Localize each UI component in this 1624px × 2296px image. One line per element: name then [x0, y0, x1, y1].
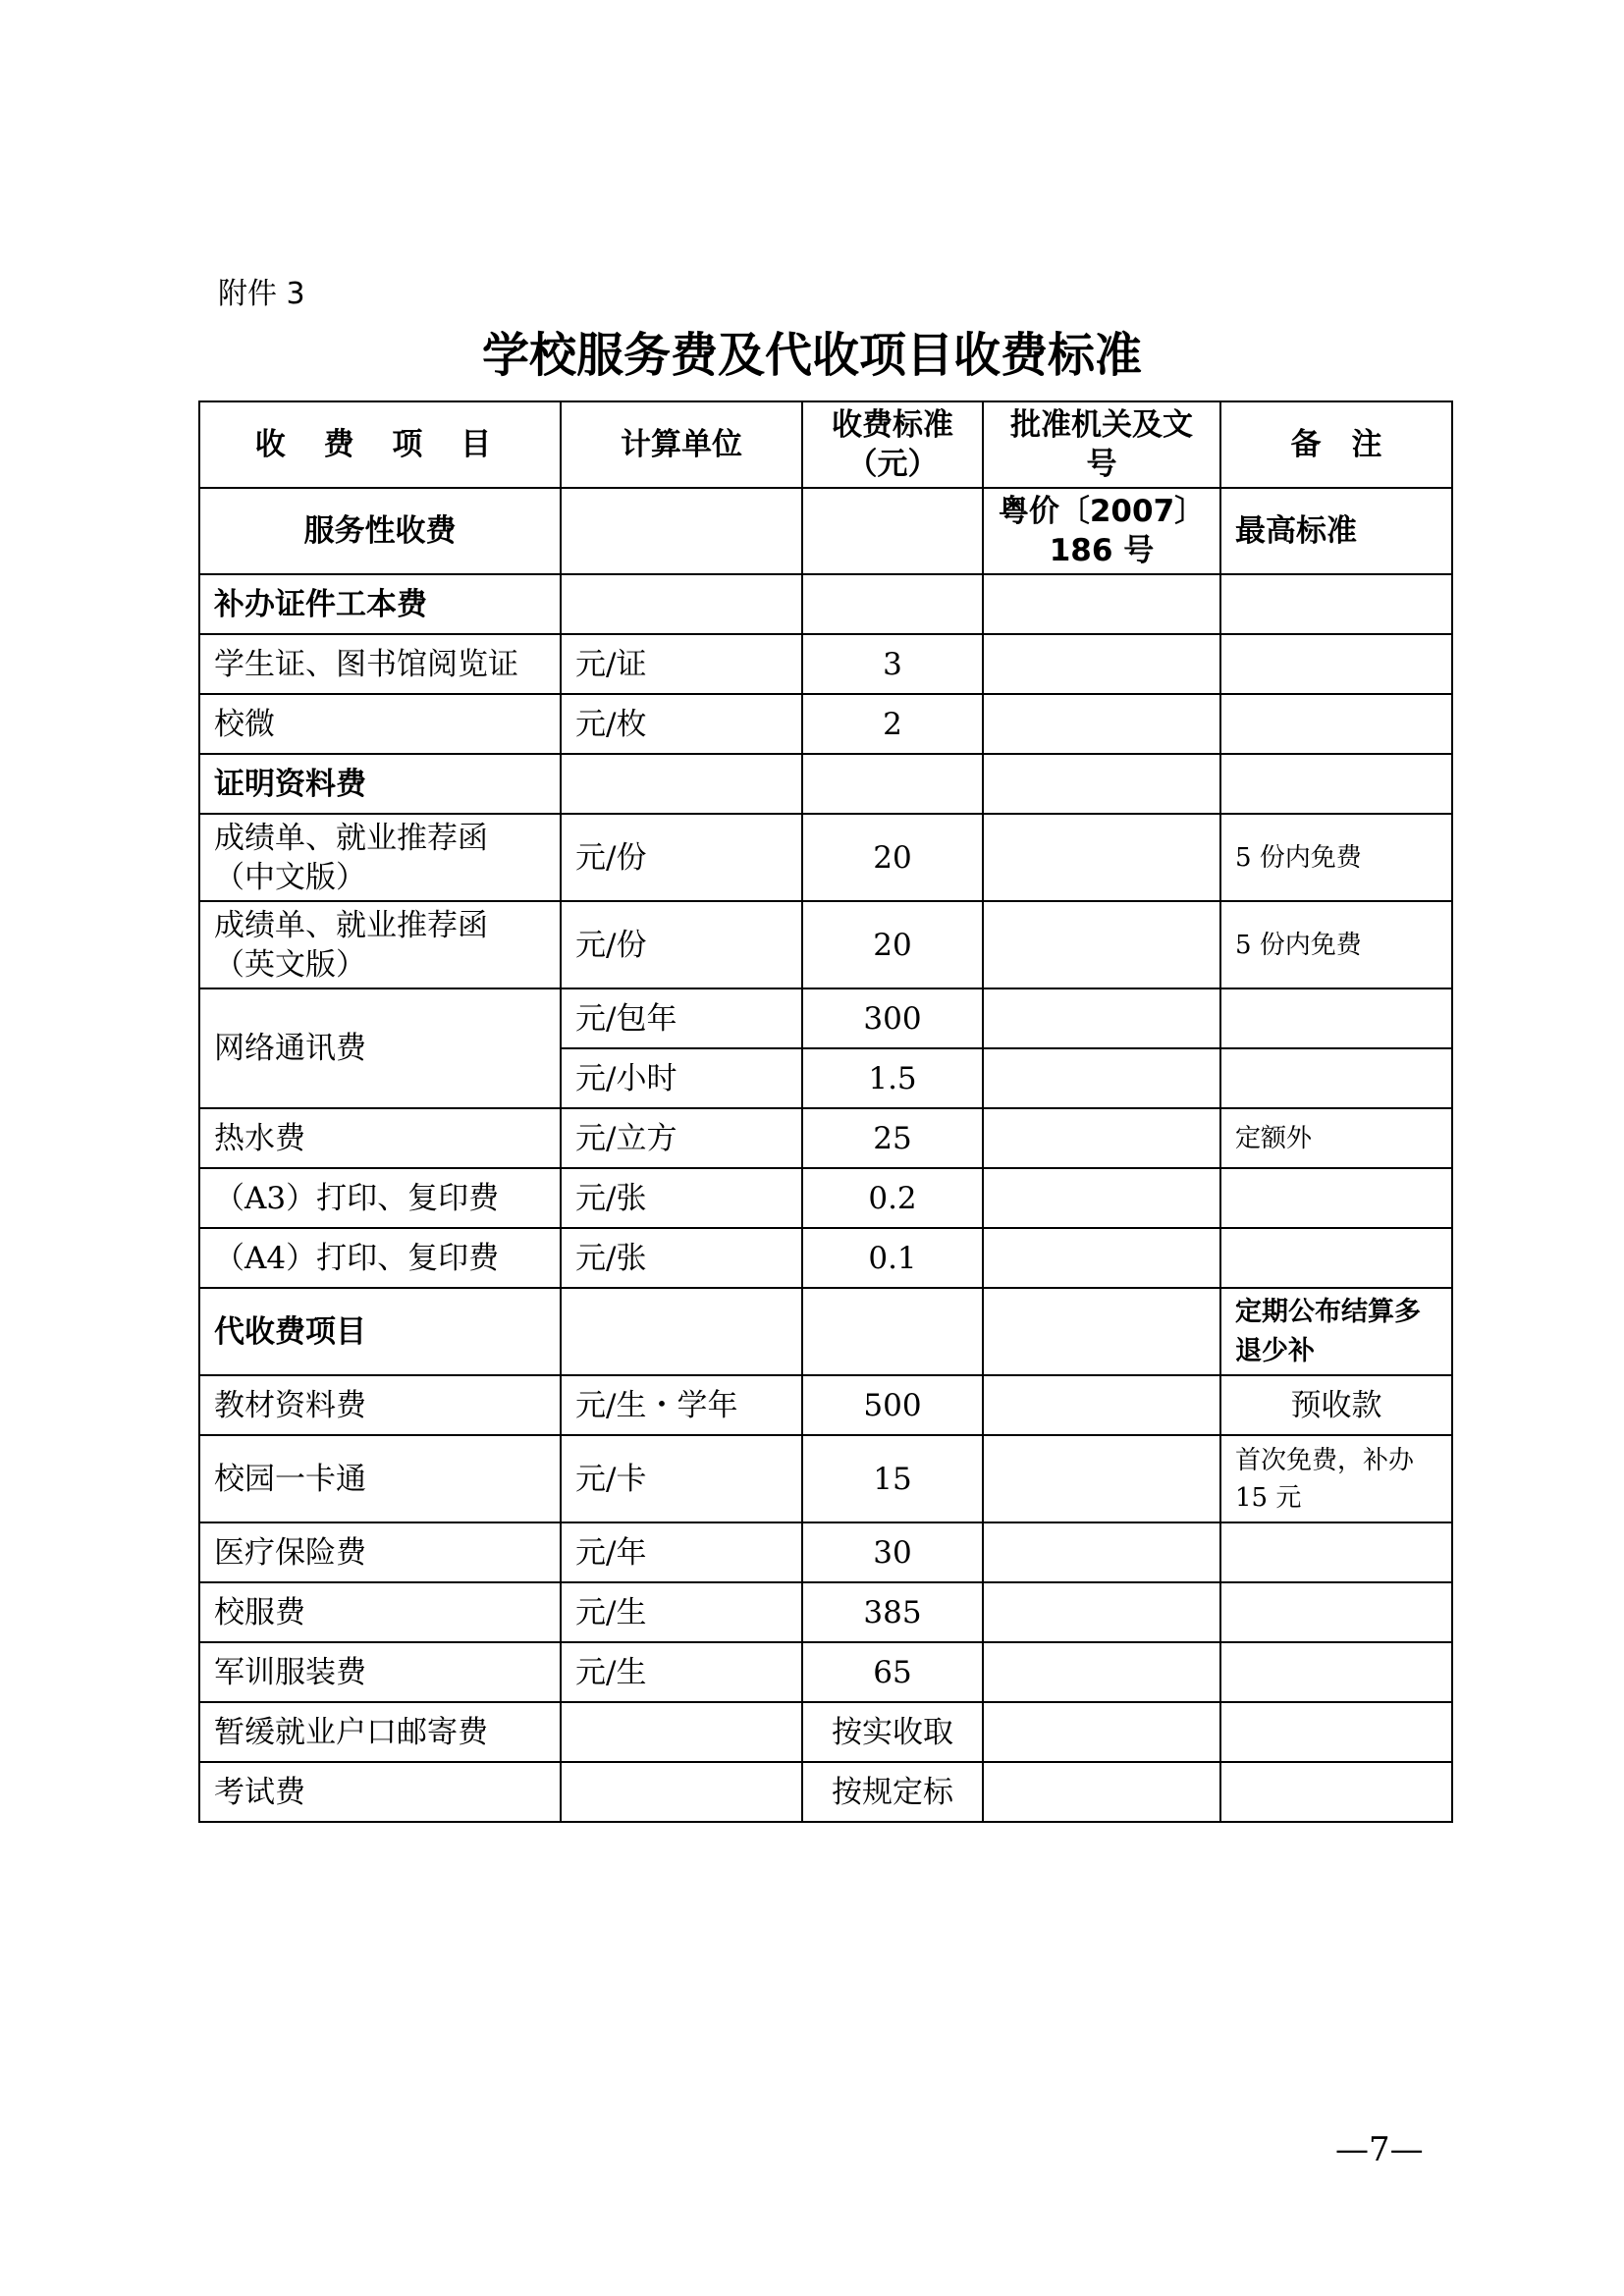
item-cell: 军训服装费 — [199, 1642, 561, 1702]
price-cell: 65 — [802, 1642, 983, 1702]
unit-cell: 元/生 — [561, 1642, 802, 1702]
unit-cell: 元/张 — [561, 1168, 802, 1228]
item-cell: 热水费 — [199, 1108, 561, 1168]
price-cell: 30 — [802, 1522, 983, 1582]
table-row — [199, 1582, 1452, 1642]
header-row — [199, 401, 1452, 488]
remark-cell: 5 份内免费 — [1220, 814, 1452, 901]
section-label-proof: 证明资料费 — [199, 754, 561, 814]
fee-table — [198, 400, 1453, 1823]
remark-cell — [1220, 1762, 1452, 1822]
unit-cell: 元/张 — [561, 1228, 802, 1288]
table-row — [199, 901, 1452, 988]
agency-remark: 定期公布结算多退少补 — [1220, 1288, 1452, 1375]
table-row — [199, 814, 1452, 901]
remark-cell: 首次免费，补办 15 元 — [1220, 1435, 1452, 1522]
page-number: —7— — [1335, 2130, 1424, 2169]
item-cell: 成绩单、就业推荐函（英文版） — [199, 901, 561, 988]
price-cell: 1.5 — [802, 1048, 983, 1108]
service-approval-line2: 186 号 — [1049, 533, 1155, 568]
item-cell: 学生证、图书馆阅览证 — [199, 634, 561, 694]
service-remark: 最高标准 — [1220, 488, 1452, 574]
table-row — [199, 988, 1452, 1048]
item-cell: 校微 — [199, 694, 561, 754]
unit-cell: 元/包年 — [561, 988, 802, 1048]
price-cell: 按规定标 — [802, 1762, 983, 1822]
price-cell: 300 — [802, 988, 983, 1048]
service-approval-line1: 粤价〔2007〕 — [998, 494, 1206, 529]
price-cell: 500 — [802, 1375, 983, 1435]
item-cell: 考试费 — [199, 1762, 561, 1822]
header-unit: 计算单位 — [561, 401, 802, 488]
price-cell: 0.1 — [802, 1228, 983, 1288]
service-price — [802, 488, 983, 574]
item-cell: 暂缓就业户口邮寄费 — [199, 1702, 561, 1762]
remark-cell — [1220, 1702, 1452, 1762]
section-label-agency: 代收费项目 — [199, 1288, 561, 1375]
unit-cell: 元/小时 — [561, 1048, 802, 1108]
price-cell: 15 — [802, 1435, 983, 1522]
table-row — [199, 1642, 1452, 1702]
item-cell: 校服费 — [199, 1582, 561, 1642]
table-row — [199, 1435, 1452, 1522]
table-row — [199, 1375, 1452, 1435]
item-cell: 成绩单、就业推荐函（中文版） — [199, 814, 561, 901]
service-unit — [561, 488, 802, 574]
price-cell: 385 — [802, 1582, 983, 1642]
item-cell: （A3）打印、复印费 — [199, 1168, 561, 1228]
header-item: 收 费 项 目 — [199, 401, 561, 488]
table-row — [199, 1228, 1452, 1288]
remark-cell — [1220, 1642, 1452, 1702]
table-row — [199, 1702, 1452, 1762]
item-cell-network: 网络通讯费 — [199, 988, 561, 1108]
table-row — [199, 1168, 1452, 1228]
table-row — [199, 1762, 1452, 1822]
attachment-label: 附件 3 — [218, 277, 305, 311]
service-label: 服务性收费 — [199, 488, 561, 574]
unit-cell: 元/年 — [561, 1522, 802, 1582]
section-label-reissue: 补办证件工本费 — [199, 574, 561, 634]
header-price-line1: 收费标准 — [832, 407, 953, 443]
header-price — [802, 401, 983, 488]
section-row-agency — [199, 1288, 1452, 1375]
header-approval: 批准机关及文号 — [983, 401, 1220, 488]
remark-cell: 预收款 — [1220, 1375, 1452, 1435]
header-remarks: 备 注 — [1220, 401, 1452, 488]
price-cell: 按实收取 — [802, 1702, 983, 1762]
remark-cell — [1220, 1522, 1452, 1582]
table-row — [199, 1108, 1452, 1168]
remark-cell — [1220, 1168, 1452, 1228]
price-cell: 0.2 — [802, 1168, 983, 1228]
document-title: 学校服务费及代收项目收费标准 — [481, 328, 1142, 383]
unit-cell: 元/立方 — [561, 1108, 802, 1168]
price-cell: 20 — [802, 814, 983, 901]
item-cell: 教材资料费 — [199, 1375, 561, 1435]
price-cell: 3 — [802, 634, 983, 694]
price-cell: 2 — [802, 694, 983, 754]
unit-cell: 元/份 — [561, 814, 802, 901]
remark-cell — [1220, 1582, 1452, 1642]
table-row — [199, 634, 1452, 694]
section-row-proof — [199, 754, 1452, 814]
price-cell: 20 — [802, 901, 983, 988]
header-price-line2: （元） — [846, 447, 939, 482]
unit-cell: 元/生・学年 — [561, 1375, 802, 1435]
item-cell: 校园一卡通 — [199, 1435, 561, 1522]
service-approval — [983, 488, 1220, 574]
remark-cell: 定额外 — [1220, 1108, 1452, 1168]
unit-cell: 元/份 — [561, 901, 802, 988]
unit-cell — [561, 1702, 802, 1762]
remark-cell — [1220, 1228, 1452, 1288]
table-row — [199, 694, 1452, 754]
table-row — [199, 1522, 1452, 1582]
unit-cell: 元/枚 — [561, 694, 802, 754]
unit-cell: 元/证 — [561, 634, 802, 694]
service-row — [199, 488, 1452, 574]
item-cell: （A4）打印、复印费 — [199, 1228, 561, 1288]
section-row-reissue — [199, 574, 1452, 634]
remark-cell: 5 份内免费 — [1220, 901, 1452, 988]
item-cell: 医疗保险费 — [199, 1522, 561, 1582]
unit-cell: 元/卡 — [561, 1435, 802, 1522]
unit-cell: 元/生 — [561, 1582, 802, 1642]
price-cell: 25 — [802, 1108, 983, 1168]
unit-cell — [561, 1762, 802, 1822]
